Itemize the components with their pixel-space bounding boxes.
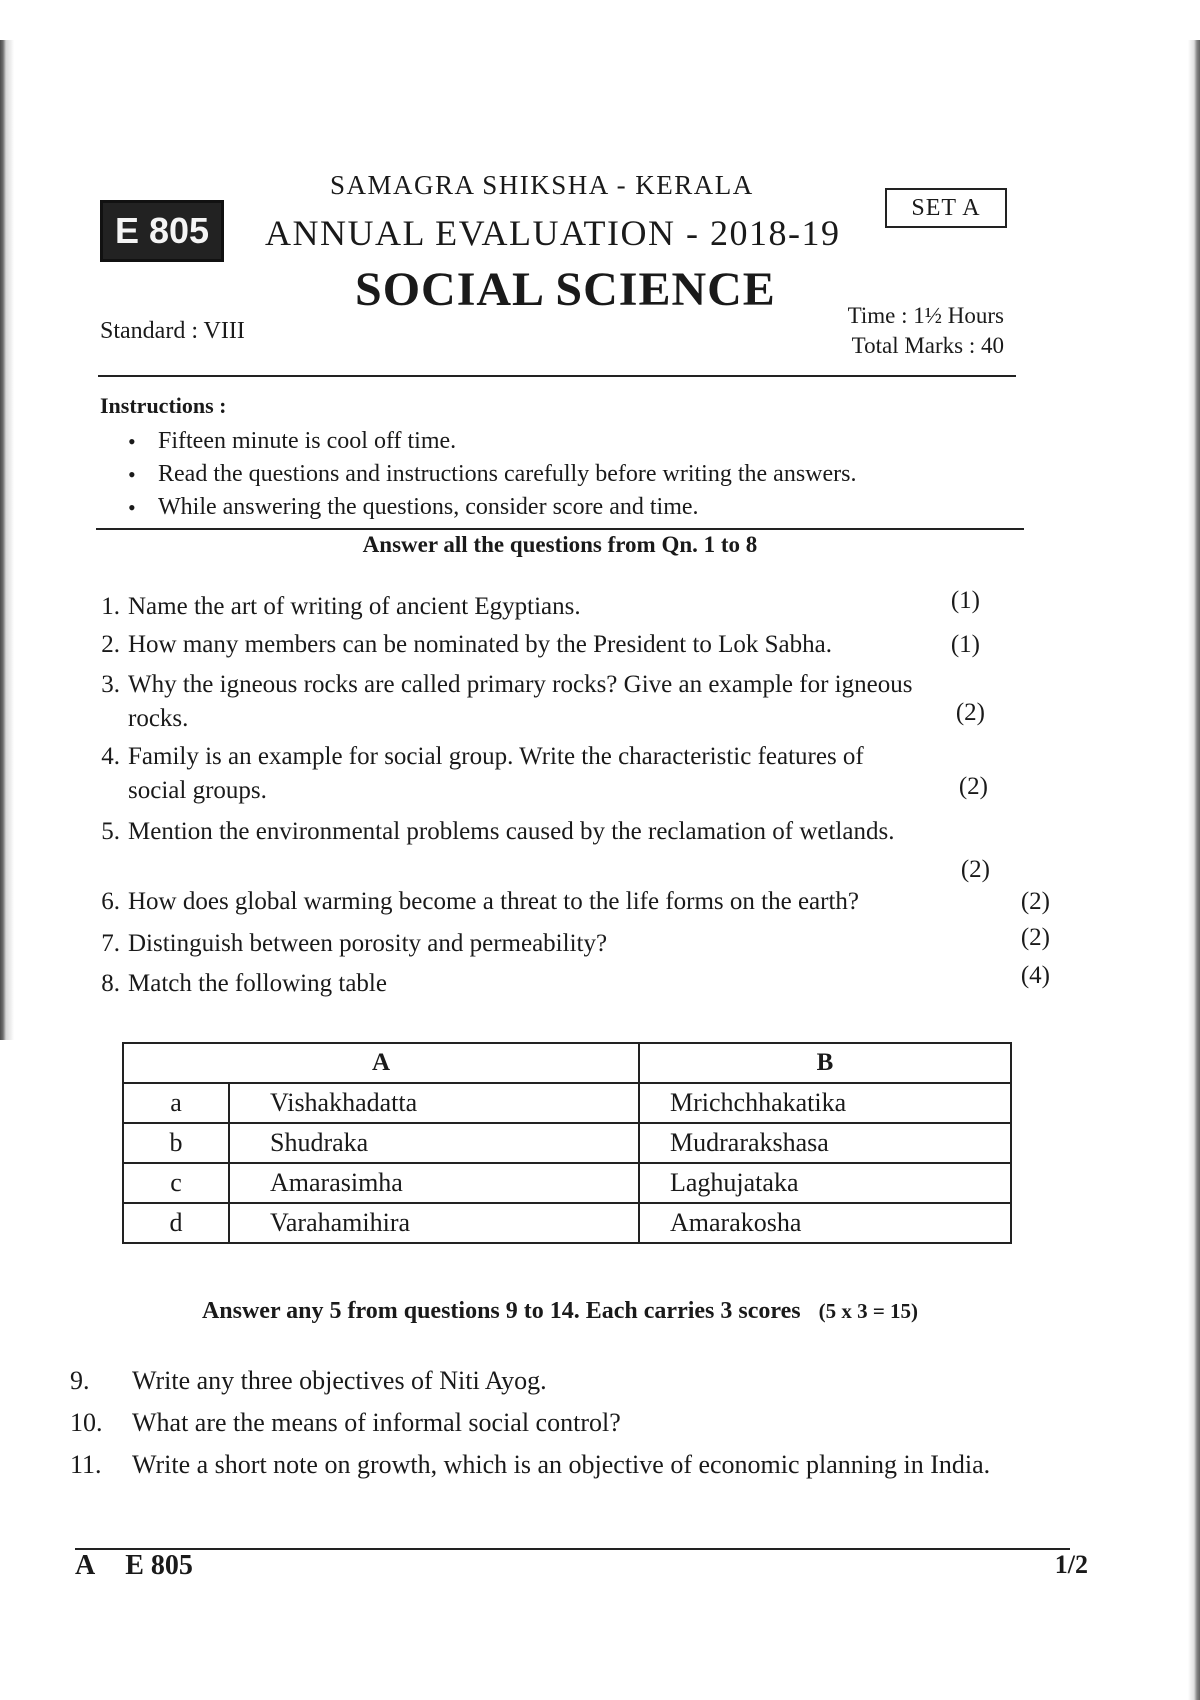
- question-number: 10.: [70, 1408, 103, 1437]
- question-number: 4.: [101, 743, 120, 770]
- question-text: Distinguish between porosity and permeability?: [128, 930, 608, 957]
- question-text: Name the art of writing of ancient Egyptians.: [128, 593, 581, 620]
- question-text: Why the igneous rocks are called primary rocks? Give an example for igneous rocks.: [128, 671, 913, 732]
- set-box: SET A: [885, 188, 1007, 228]
- table-row: [123, 1123, 1011, 1163]
- column-a-cell: Shudraka: [229, 1123, 639, 1163]
- row-letter: c: [123, 1163, 229, 1203]
- footer-divider: [75, 1548, 1070, 1550]
- question-number: 9.: [70, 1366, 90, 1395]
- question-text: Write a short note on growth, which is an objective of economic planning in India.: [132, 1450, 991, 1479]
- question-number: 5.: [101, 818, 120, 845]
- question-marks: (2): [1020, 888, 1050, 915]
- question-marks: (2): [1020, 924, 1050, 951]
- column-a-cell: Vishakhadatta: [229, 1083, 639, 1123]
- question-marks: (2): [955, 699, 985, 726]
- table-row: [123, 1163, 1011, 1203]
- instructions-divider: [96, 528, 1024, 530]
- subject-title: SOCIAL SCIENCE: [355, 263, 776, 316]
- column-b-cell: Mudrarakshasa: [639, 1123, 1011, 1163]
- instruction-item: • Read the questions and instructions carefully before writing the answers.: [128, 458, 1028, 491]
- question-text: What are the means of informal social control?: [132, 1408, 621, 1437]
- table-row: [123, 1083, 1011, 1123]
- organization-title: SAMAGRA SHIKSHA - KERALA: [330, 170, 754, 200]
- exam-title: ANNUAL EVALUATION - 2018-19: [265, 213, 841, 253]
- column-b-cell: Mrichchhakatika: [639, 1083, 1011, 1123]
- question-text: Match the following table: [128, 970, 387, 997]
- question-marks: (4): [1020, 962, 1050, 989]
- instructions-title: Instructions :: [100, 393, 227, 418]
- footer-paper-code: E 805: [125, 1550, 193, 1581]
- question-number: 11.: [70, 1450, 102, 1479]
- question-text: Mention the environmental problems caused by the reclamation of wetlands.: [128, 818, 895, 845]
- time-label: Time : 1½ Hours: [847, 303, 1004, 328]
- question-marks: (1): [950, 631, 980, 658]
- question-number: 1.: [101, 593, 120, 620]
- header-divider: [98, 375, 1016, 377]
- instruction-item: • Fifteen minute is cool off time.: [128, 425, 1028, 458]
- question-number: 2.: [101, 631, 120, 658]
- row-letter: d: [123, 1203, 229, 1243]
- question-text: How many members can be nominated by the President to Lok Sabha.: [128, 631, 833, 658]
- question-number: 3.: [101, 671, 120, 698]
- footer-code: [75, 1550, 193, 1582]
- section2-marks-note: (5 x 3 = 15): [818, 1299, 919, 1323]
- section2-heading-text: Answer any 5 from questions 9 to 14. Each carries 3 scores: [201, 1298, 801, 1324]
- question-marks: (1): [950, 587, 980, 614]
- question-number: 7.: [101, 930, 120, 957]
- section2-heading: [0, 1298, 1120, 1325]
- question-text: Family is an example for social group. Write the characteristic features of social groups.: [128, 743, 864, 804]
- table-row: [123, 1203, 1011, 1243]
- row-letter: b: [123, 1123, 229, 1163]
- scan-edge-right: [1188, 40, 1200, 1700]
- question-number: 6.: [101, 888, 120, 915]
- total-marks-label: Total Marks : 40: [851, 333, 1004, 358]
- question-text: Write any three objectives of Niti Ayog.: [132, 1366, 547, 1395]
- match-table: [122, 1042, 1012, 1244]
- row-letter: a: [123, 1083, 229, 1123]
- page-number: 1/2: [1054, 1550, 1088, 1579]
- question-marks: (2): [960, 856, 990, 883]
- section1-heading: Answer all the questions from Qn. 1 to 8: [362, 532, 758, 557]
- question-number: 8.: [101, 970, 120, 997]
- question-marks: (2): [958, 773, 988, 800]
- column-a-cell: Varahamihira: [229, 1203, 639, 1243]
- column-header-a: A: [123, 1043, 639, 1083]
- footer-set-letter: A: [75, 1550, 96, 1581]
- question-text: How does global warming become a threat to the life forms on the earth?: [128, 888, 860, 915]
- column-a-cell: Amarasimha: [229, 1163, 639, 1203]
- standard-label: Standard : VIII: [100, 318, 245, 344]
- column-b-cell: Amarakosha: [639, 1203, 1011, 1243]
- instruction-item: • While answering the questions, consider score and time.: [128, 491, 1028, 524]
- instructions-list: [128, 425, 1028, 524]
- column-header-b: B: [639, 1043, 1011, 1083]
- paper-code-badge: E 805: [100, 200, 224, 262]
- table-header-row: [123, 1043, 1011, 1083]
- column-b-cell: Laghujataka: [639, 1163, 1011, 1203]
